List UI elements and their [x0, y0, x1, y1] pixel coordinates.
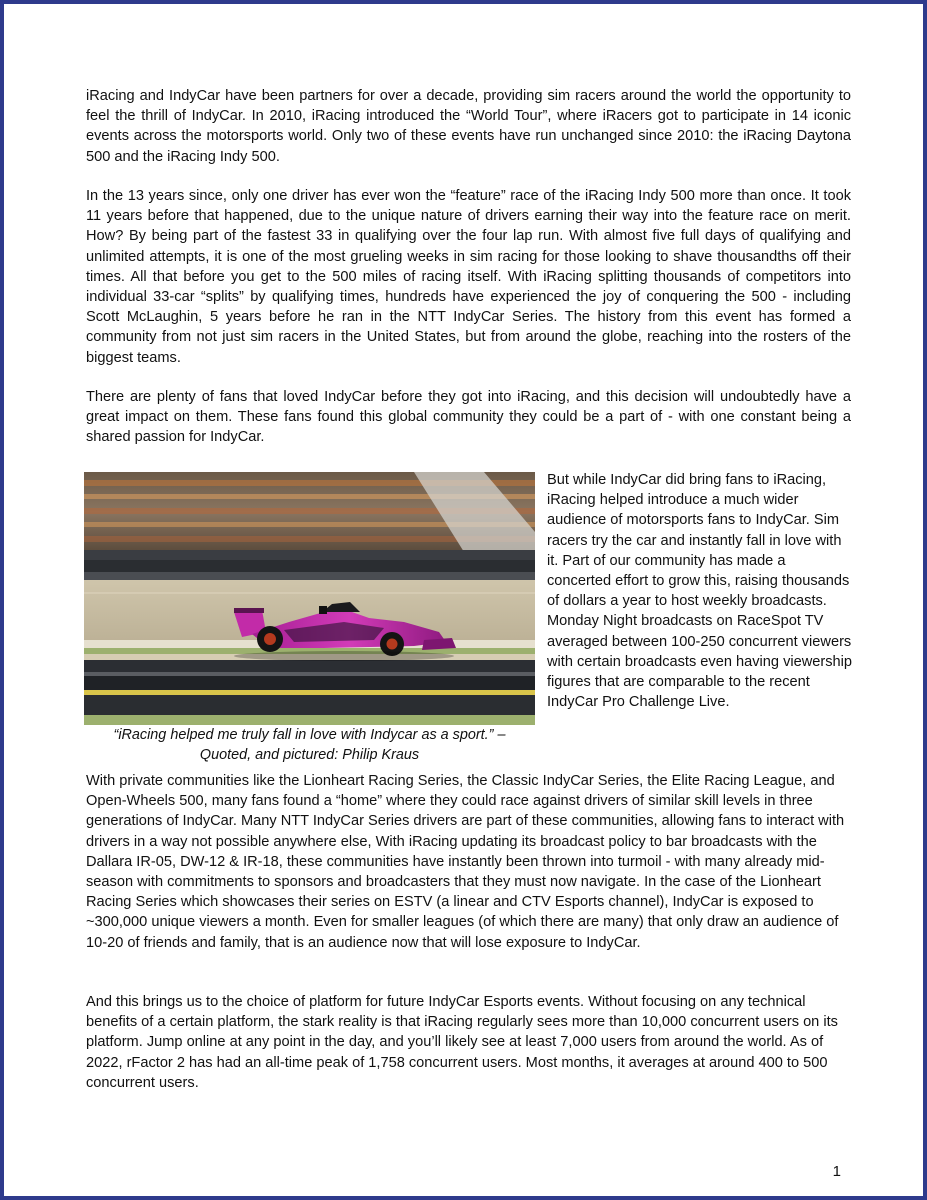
paragraph-community-growth: But while IndyCar did bring fans to iRacing, iRacing helped introduce a much wider audience of motorsports fans to IndyCar. Sim racers try the car and instantly fall in love with it. Part of our community has made a concerted effort to grow this, raising thousands of dollars a year to host weekly broadcasts. Monday Night broadcasts on RaceSpot TV averaged between 100-250 concurrent viewers with certain broadcasts even having viewership figures that are comparable to the recent IndyCar Pro Challenge Live.: [547, 472, 853, 711]
paragraph-indy-500-history: In the 13 years since, only one driver has ever won the “feature” race of the iRacing Indy 500 more than once. It took 11 years before that happened, due to the unique nature of drivers earning their way into the feature race on merit. How? By being part of the fastest 33 in qualifying over the four lap run. With almost five full days of qualifying and unlimited attempts, it is one of the most grueling weeks in sim racing for those looking to shave thousandths off their times. All that before you get to the 500 miles of racing itself. With iRacing splitting thousands of competitors into individual 33-car “splits” by qualifying times, hundreds have experienced the joy of conquering the 500 - including Scott McLaughin, 5 years before he ran in the NTT IndyCar Series. The history from this event has formed a community from not just sim racers in the United States, but from around the globe, reaching into the rosters of the biggest teams.: [86, 188, 851, 366]
paragraph-partnership-history: iRacing and IndyCar have been partners for over a decade, providing sim racers around the world the opportunity to feel the thrill of IndyCar. In 2010, iRacing introduced the “World Tour”, where iRacers got to participate in 14 iconic events across the motorsports world. Only two of these events have run unchanged since 2010: the iRacing Daytona 500 and the iRacing Indy 500.: [86, 88, 851, 165]
race-car-photo: [84, 472, 535, 725]
paragraph-platform-choice: And this brings us to the choice of platform for future IndyCar Esports events. Without focusing on any technical benefits of a certain platform, the stark reality is that iRacing regularly sees more than 10,000 concurrent users on its platform. Jump online at any point in the day, and you’ll likely see at least 7,000 users from around the world. As of 2022, rFactor 2 has had an all-time peak of 1,758 concurrent users. Most months, it averages at around 400 to 500 concurrent users.: [86, 994, 838, 1091]
caption-quote: “iRacing helped me truly fall in love with Indycar as a sport.” –: [113, 727, 506, 743]
paragraph-fans-impact: There are plenty of fans that loved IndyCar before they got into iRacing, and this decision will undoubtedly have a great impact on them. These fans found this global community they could be a part of - with one constant being a shared passion for IndyCar.: [86, 389, 851, 446]
caption-credit: Quoted, and pictured: Philip Kraus: [199, 747, 420, 763]
photo-caption: [84, 725, 535, 765]
page-number: 1: [832, 1163, 841, 1180]
paragraph-private-communities: With private communities like the Lionheart Racing Series, the Classic IndyCar Series, the Elite Racing League, and Open-Wheels 500, many fans found a “home” where they could race against drivers of similar skill levels in three generations of IndyCar. Many NTT IndyCar Series drivers are part of these communities, allowing fans to interact with drivers in a way not possible anywhere else, With iRacing updating its broadcast policy to bar broadcasts with the Dallara IR-05, DW-12 & IR-18, these communities have instantly been thrown into turmoil - with many already mid-season with commitments to sponsors and broadcasters that they must now navigate. In the case of the Lionheart Racing Series which showcases their series on ESTV (a linear and CTV Esports channel), IndyCar is exposed to ~300,000 unique viewers a month. Even for smaller leagues (of which there are many) that only draw an audience of 10-20 of friends and family, that is an audience now that will lose exposure to IndyCar.: [86, 773, 845, 951]
